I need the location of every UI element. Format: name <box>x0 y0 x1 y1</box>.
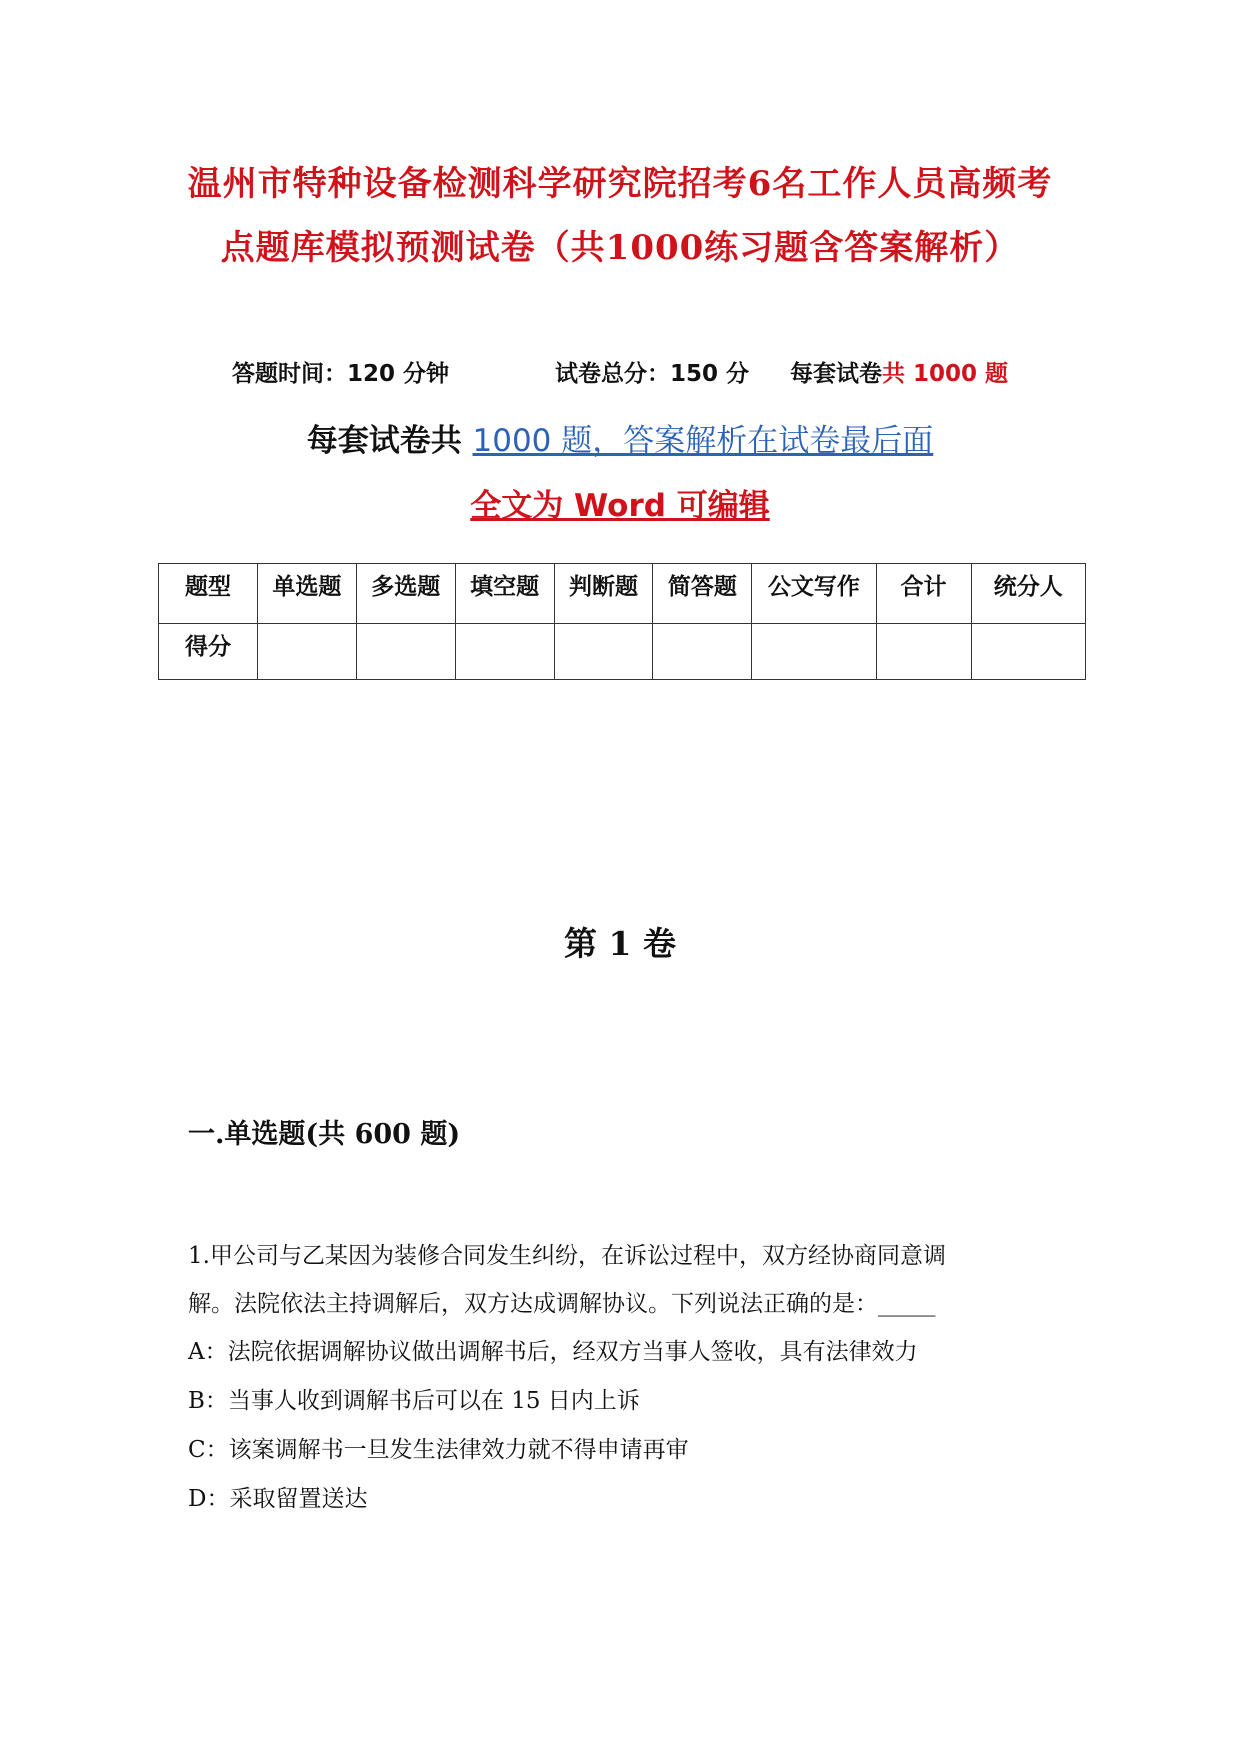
score-cell[interactable] <box>971 624 1086 680</box>
score-cell[interactable] <box>554 624 653 680</box>
table-header-cell: 多选题 <box>356 564 455 624</box>
document-title-line2: 点题库模拟预测试卷（共1000练习题含答案解析） <box>220 228 1020 268</box>
option-b: B：当事人收到调解书后可以在 15 日内上诉 <box>188 1388 640 1414</box>
score-cell[interactable] <box>257 624 356 680</box>
table-header-cell: 公文写作 <box>752 564 876 624</box>
exam-total-score: 试卷总分：150 分 <box>555 361 750 387</box>
document-title-line1: 温州市特种设备检测科学研究院招考6名工作人员高频考 <box>187 164 1053 204</box>
table-header-cell: 合计 <box>876 564 971 624</box>
sets-notice-prefix: 每套试卷共 <box>306 423 473 459</box>
table-header-cell: 填空题 <box>455 564 554 624</box>
score-cell[interactable] <box>752 624 876 680</box>
section-title: 一.单选题(共 600 题) <box>188 1119 461 1150</box>
volume-title: 第 1 卷 <box>564 924 676 963</box>
score-cell[interactable] <box>653 624 752 680</box>
score-table-row <box>159 624 1086 680</box>
table-header-cell: 判断题 <box>554 564 653 624</box>
exam-time: 答题时间：120 分钟 <box>232 361 450 387</box>
table-header-cell: 单选题 <box>257 564 356 624</box>
answers-at-end-link[interactable]: 1000 题，答案解析在试卷最后面 <box>472 423 934 459</box>
score-cell[interactable] <box>356 624 455 680</box>
questions-per-set <box>790 355 1008 388</box>
question-stem-line1: 1.甲公司与乙某因为装修合同发生纠纷，在诉讼过程中，双方经协商同意调 <box>188 1243 946 1269</box>
questions-per-set-prefix: 每套试卷 <box>790 361 882 387</box>
table-header-cell: 题型 <box>159 564 258 624</box>
option-a: A：法院依据调解协议做出调解书后，经双方当事人签收，具有法律效力 <box>188 1339 918 1365</box>
word-editable-notice[interactable]: 全文为 Word 可编辑 <box>470 488 770 524</box>
option-d: D：采取留置送达 <box>188 1486 368 1512</box>
option-c: C：该案调解书一旦发生法律效力就不得申请再审 <box>188 1437 689 1463</box>
score-row-label: 得分 <box>159 624 258 680</box>
score-cell[interactable] <box>455 624 554 680</box>
score-cell[interactable] <box>876 624 971 680</box>
questions-per-set-value: 共 1000 题 <box>882 361 1009 387</box>
sets-notice <box>0 415 1240 460</box>
table-header-cell: 简答题 <box>653 564 752 624</box>
score-table <box>158 563 1086 680</box>
table-header-cell: 统分人 <box>971 564 1086 624</box>
score-table-header-row <box>159 564 1086 624</box>
question-stem-line2: 解。法院依法主持调解后，双方达成调解协议。下列说法正确的是：_____ <box>188 1291 936 1317</box>
